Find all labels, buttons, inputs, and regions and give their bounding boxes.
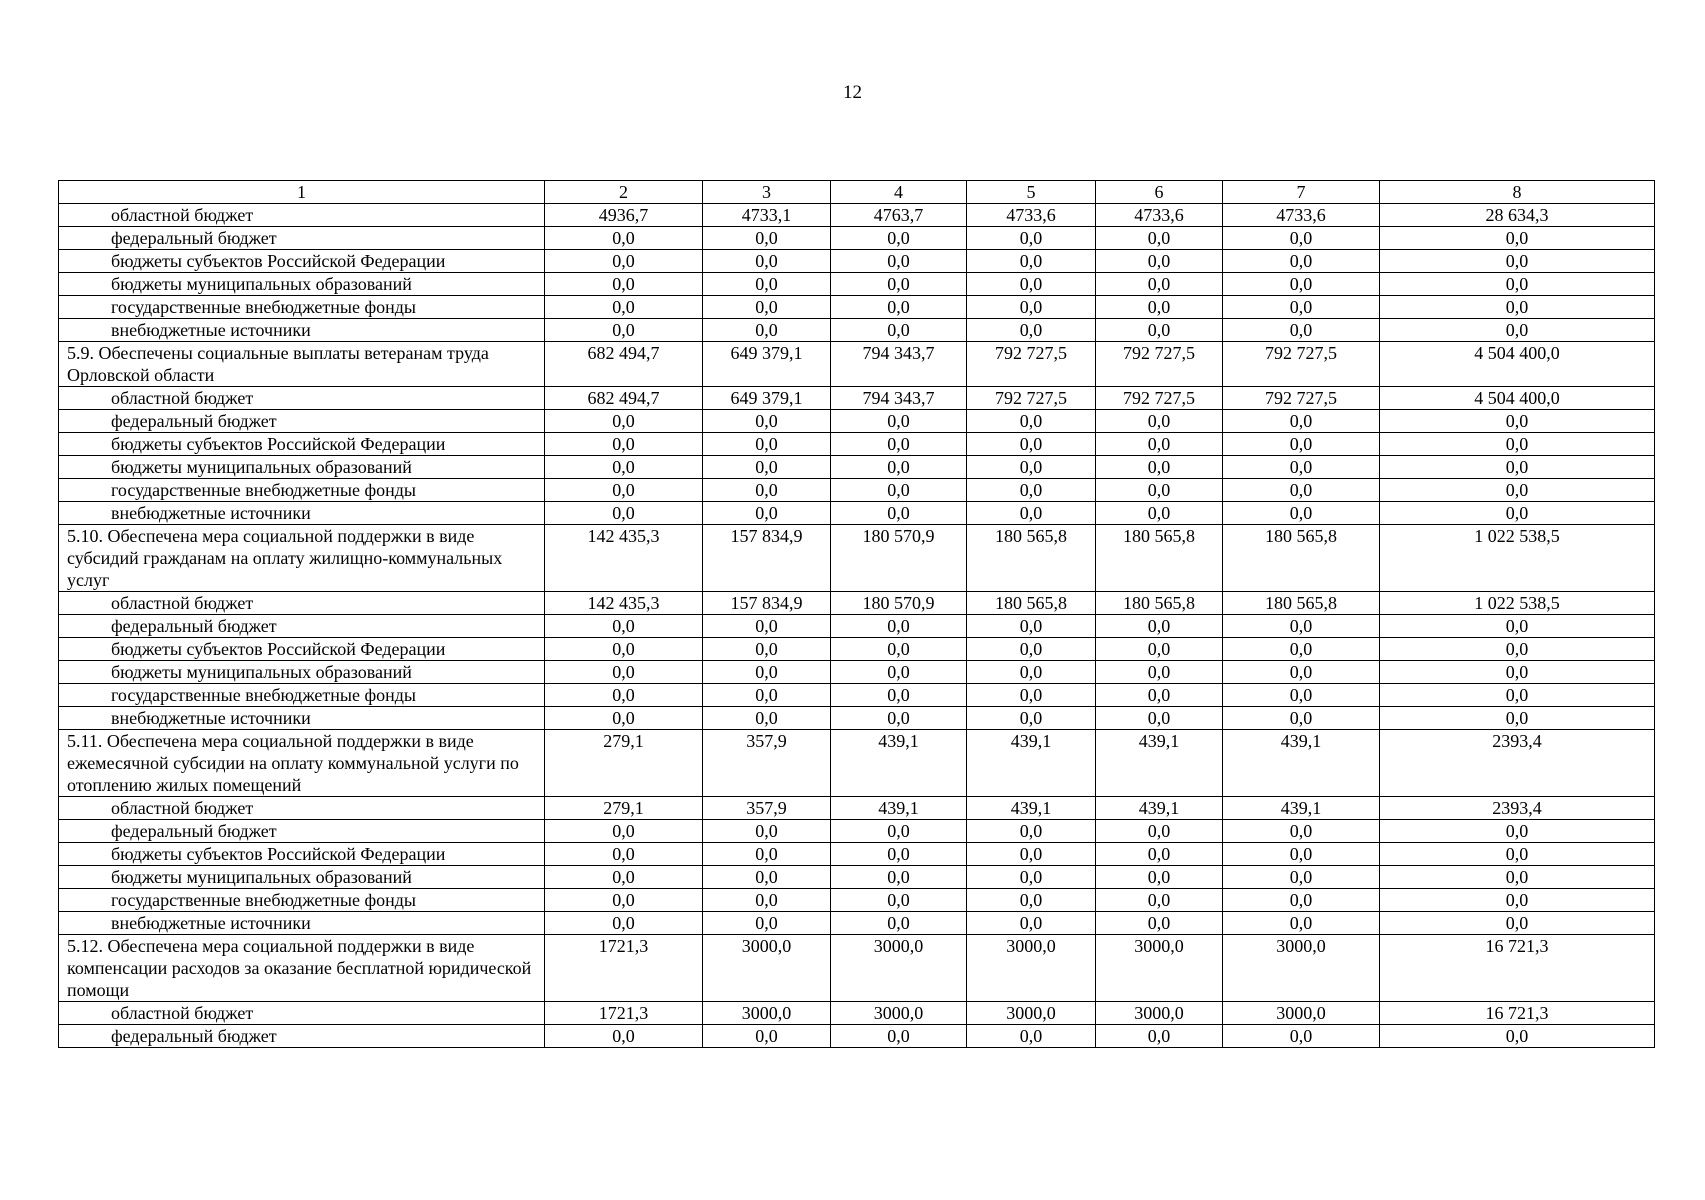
amount-cell: 180 565,8 bbox=[967, 525, 1096, 592]
amount-cell: 0,0 bbox=[831, 273, 967, 296]
amount-cell: 0,0 bbox=[703, 866, 831, 889]
amount-cell: 0,0 bbox=[831, 1025, 967, 1048]
amount-cell: 792 727,5 bbox=[1096, 387, 1223, 410]
amount-cell: 0,0 bbox=[1223, 1025, 1380, 1048]
amount-cell: 439,1 bbox=[1096, 730, 1223, 797]
amount-cell: 0,0 bbox=[1223, 273, 1380, 296]
table-row-measure bbox=[59, 730, 1655, 797]
amount-cell: 0,0 bbox=[1380, 319, 1655, 342]
amount-cell: 0,0 bbox=[545, 319, 703, 342]
amount-cell: 0,0 bbox=[1096, 410, 1223, 433]
amount-cell: 157 834,9 bbox=[703, 525, 831, 592]
page-number: 12 bbox=[843, 82, 862, 103]
amount-cell: 0,0 bbox=[1223, 410, 1380, 433]
amount-cell: 0,0 bbox=[831, 456, 967, 479]
amount-cell: 142 435,3 bbox=[545, 592, 703, 615]
amount-cell: 0,0 bbox=[1380, 502, 1655, 525]
amount-cell: 0,0 bbox=[703, 479, 831, 502]
column-number: 4 bbox=[831, 181, 967, 204]
budget-source-label: областной бюджет bbox=[59, 797, 545, 820]
amount-cell: 3000,0 bbox=[703, 935, 831, 1002]
table-row bbox=[59, 661, 1655, 684]
table-row bbox=[59, 204, 1655, 227]
amount-cell: 0,0 bbox=[1096, 227, 1223, 250]
amount-cell: 0,0 bbox=[545, 684, 703, 707]
amount-cell: 0,0 bbox=[545, 1025, 703, 1048]
amount-cell: 0,0 bbox=[545, 866, 703, 889]
amount-cell: 0,0 bbox=[1380, 661, 1655, 684]
amount-cell: 0,0 bbox=[831, 615, 967, 638]
amount-cell: 180 570,9 bbox=[831, 592, 967, 615]
budget-source-label: областной бюджет bbox=[59, 387, 545, 410]
amount-cell: 682 494,7 bbox=[545, 387, 703, 410]
amount-cell: 4 504 400,0 bbox=[1380, 387, 1655, 410]
table-row bbox=[59, 502, 1655, 525]
amount-cell: 0,0 bbox=[545, 707, 703, 730]
amount-cell: 439,1 bbox=[1223, 730, 1380, 797]
amount-cell: 0,0 bbox=[1380, 1025, 1655, 1048]
amount-cell: 0,0 bbox=[1380, 707, 1655, 730]
budget-source-label: областной бюджет bbox=[59, 1002, 545, 1025]
column-number: 1 bbox=[59, 181, 545, 204]
amount-cell: 0,0 bbox=[967, 227, 1096, 250]
amount-cell: 0,0 bbox=[1223, 843, 1380, 866]
measure-title: 5.11. Обеспечена мера социальной поддержки в виде ежемесячной субсидии на оплату коммунальной услуги по отоплению жилых помещений bbox=[59, 730, 545, 797]
amount-cell: 0,0 bbox=[1380, 456, 1655, 479]
amount-cell: 4 504 400,0 bbox=[1380, 342, 1655, 387]
amount-cell: 0,0 bbox=[967, 479, 1096, 502]
amount-cell: 0,0 bbox=[1096, 707, 1223, 730]
amount-cell: 0,0 bbox=[703, 273, 831, 296]
table-row bbox=[59, 820, 1655, 843]
amount-cell: 0,0 bbox=[1380, 684, 1655, 707]
amount-cell: 0,0 bbox=[967, 433, 1096, 456]
amount-cell: 0,0 bbox=[703, 296, 831, 319]
column-number: 6 bbox=[1096, 181, 1223, 204]
budget-source-label: областной бюджет bbox=[59, 592, 545, 615]
amount-cell: 1721,3 bbox=[545, 1002, 703, 1025]
amount-cell: 0,0 bbox=[967, 866, 1096, 889]
amount-cell: 0,0 bbox=[545, 433, 703, 456]
amount-cell: 0,0 bbox=[545, 273, 703, 296]
budget-source-label: государственные внебюджетные фонды bbox=[59, 296, 545, 319]
amount-cell: 0,0 bbox=[703, 684, 831, 707]
amount-cell: 0,0 bbox=[831, 866, 967, 889]
table-row bbox=[59, 227, 1655, 250]
table-row-measure bbox=[59, 525, 1655, 592]
budget-source-label: внебюджетные источники bbox=[59, 912, 545, 935]
budget-source-label: бюджеты муниципальных образований bbox=[59, 661, 545, 684]
amount-cell: 0,0 bbox=[703, 319, 831, 342]
amount-cell: 0,0 bbox=[703, 1025, 831, 1048]
amount-cell: 0,0 bbox=[1096, 296, 1223, 319]
budget-source-label: федеральный бюджет bbox=[59, 820, 545, 843]
amount-cell: 0,0 bbox=[1380, 820, 1655, 843]
amount-cell: 0,0 bbox=[831, 684, 967, 707]
amount-cell: 0,0 bbox=[703, 410, 831, 433]
column-number: 8 bbox=[1380, 181, 1655, 204]
amount-cell: 0,0 bbox=[967, 615, 1096, 638]
amount-cell: 0,0 bbox=[1096, 820, 1223, 843]
amount-cell: 0,0 bbox=[1096, 456, 1223, 479]
amount-cell: 792 727,5 bbox=[967, 387, 1096, 410]
amount-cell: 0,0 bbox=[1096, 615, 1223, 638]
amount-cell: 4733,6 bbox=[1223, 204, 1380, 227]
amount-cell: 0,0 bbox=[831, 638, 967, 661]
amount-cell: 0,0 bbox=[967, 456, 1096, 479]
budget-source-label: бюджеты муниципальных образований bbox=[59, 273, 545, 296]
amount-cell: 4936,7 bbox=[545, 204, 703, 227]
amount-cell: 3000,0 bbox=[1223, 935, 1380, 1002]
budget-source-label: бюджеты субъектов Российской Федерации bbox=[59, 250, 545, 273]
budget-source-label: федеральный бюджет bbox=[59, 410, 545, 433]
table-row bbox=[59, 866, 1655, 889]
amount-cell: 439,1 bbox=[967, 797, 1096, 820]
amount-cell: 0,0 bbox=[1380, 296, 1655, 319]
amount-cell: 0,0 bbox=[831, 250, 967, 273]
amount-cell: 180 565,8 bbox=[1096, 525, 1223, 592]
amount-cell: 0,0 bbox=[1096, 502, 1223, 525]
amount-cell: 0,0 bbox=[703, 707, 831, 730]
amount-cell: 0,0 bbox=[831, 661, 967, 684]
amount-cell: 0,0 bbox=[545, 456, 703, 479]
amount-cell: 0,0 bbox=[1223, 319, 1380, 342]
amount-cell: 0,0 bbox=[1380, 250, 1655, 273]
amount-cell: 0,0 bbox=[545, 820, 703, 843]
table-row bbox=[59, 319, 1655, 342]
amount-cell: 0,0 bbox=[1223, 433, 1380, 456]
amount-cell: 4733,1 bbox=[703, 204, 831, 227]
amount-cell: 0,0 bbox=[967, 843, 1096, 866]
table-row-measure bbox=[59, 935, 1655, 1002]
amount-cell: 0,0 bbox=[967, 319, 1096, 342]
amount-cell: 3000,0 bbox=[1096, 1002, 1223, 1025]
amount-cell: 439,1 bbox=[831, 730, 967, 797]
amount-cell: 0,0 bbox=[1096, 479, 1223, 502]
amount-cell: 0,0 bbox=[1096, 661, 1223, 684]
amount-cell: 3000,0 bbox=[967, 935, 1096, 1002]
table-row bbox=[59, 638, 1655, 661]
amount-cell: 0,0 bbox=[703, 820, 831, 843]
amount-cell: 0,0 bbox=[703, 889, 831, 912]
amount-cell: 180 565,8 bbox=[1223, 592, 1380, 615]
table-row-measure bbox=[59, 342, 1655, 387]
amount-cell: 0,0 bbox=[703, 456, 831, 479]
amount-cell: 0,0 bbox=[1223, 227, 1380, 250]
table-row bbox=[59, 684, 1655, 707]
amount-cell: 792 727,5 bbox=[1223, 387, 1380, 410]
budget-source-label: бюджеты субъектов Российской Федерации bbox=[59, 638, 545, 661]
amount-cell: 0,0 bbox=[967, 707, 1096, 730]
budget-source-label: внебюджетные источники bbox=[59, 319, 545, 342]
amount-cell: 0,0 bbox=[703, 661, 831, 684]
amount-cell: 0,0 bbox=[1380, 615, 1655, 638]
table-row bbox=[59, 843, 1655, 866]
amount-cell: 0,0 bbox=[1223, 661, 1380, 684]
amount-cell: 4733,6 bbox=[967, 204, 1096, 227]
amount-cell: 1 022 538,5 bbox=[1380, 525, 1655, 592]
amount-cell: 0,0 bbox=[831, 227, 967, 250]
column-number: 5 bbox=[967, 181, 1096, 204]
amount-cell: 0,0 bbox=[1380, 866, 1655, 889]
amount-cell: 0,0 bbox=[967, 889, 1096, 912]
amount-cell: 142 435,3 bbox=[545, 525, 703, 592]
amount-cell: 0,0 bbox=[831, 296, 967, 319]
amount-cell: 16 721,3 bbox=[1380, 1002, 1655, 1025]
amount-cell: 0,0 bbox=[1223, 250, 1380, 273]
amount-cell: 1 022 538,5 bbox=[1380, 592, 1655, 615]
amount-cell: 0,0 bbox=[703, 502, 831, 525]
amount-cell: 0,0 bbox=[545, 250, 703, 273]
amount-cell: 0,0 bbox=[545, 615, 703, 638]
amount-cell: 0,0 bbox=[1380, 638, 1655, 661]
amount-cell: 0,0 bbox=[967, 684, 1096, 707]
measure-title: 5.10. Обеспечена мера социальной поддержки в виде субсидий гражданам на оплату жилищно-коммунальных услуг bbox=[59, 525, 545, 592]
amount-cell: 2393,4 bbox=[1380, 797, 1655, 820]
amount-cell: 0,0 bbox=[1223, 912, 1380, 935]
amount-cell: 0,0 bbox=[967, 502, 1096, 525]
amount-cell: 0,0 bbox=[1380, 433, 1655, 456]
budget-source-label: бюджеты субъектов Российской Федерации bbox=[59, 843, 545, 866]
budget-source-label: внебюджетные источники bbox=[59, 502, 545, 525]
amount-cell: 0,0 bbox=[545, 502, 703, 525]
amount-cell: 0,0 bbox=[1096, 1025, 1223, 1048]
amount-cell: 0,0 bbox=[1096, 638, 1223, 661]
table-row bbox=[59, 707, 1655, 730]
amount-cell: 0,0 bbox=[1096, 866, 1223, 889]
budget-source-label: федеральный бюджет bbox=[59, 227, 545, 250]
amount-cell: 180 565,8 bbox=[967, 592, 1096, 615]
amount-cell: 0,0 bbox=[1223, 456, 1380, 479]
amount-cell: 3000,0 bbox=[1096, 935, 1223, 1002]
table-row bbox=[59, 1025, 1655, 1048]
measure-title: 5.12. Обеспечена мера социальной поддержки в виде компенсации расходов за оказание бесплатной юридической помощи bbox=[59, 935, 545, 1002]
amount-cell: 794 343,7 bbox=[831, 342, 967, 387]
table-row bbox=[59, 273, 1655, 296]
budget-source-label: федеральный бюджет bbox=[59, 1025, 545, 1048]
amount-cell: 0,0 bbox=[831, 502, 967, 525]
amount-cell: 16 721,3 bbox=[1380, 935, 1655, 1002]
amount-cell: 0,0 bbox=[1096, 273, 1223, 296]
amount-cell: 0,0 bbox=[1096, 433, 1223, 456]
amount-cell: 0,0 bbox=[1096, 250, 1223, 273]
amount-cell: 0,0 bbox=[1096, 889, 1223, 912]
amount-cell: 792 727,5 bbox=[1223, 342, 1380, 387]
amount-cell: 0,0 bbox=[831, 820, 967, 843]
amount-cell: 3000,0 bbox=[831, 935, 967, 1002]
amount-cell: 0,0 bbox=[1223, 707, 1380, 730]
amount-cell: 157 834,9 bbox=[703, 592, 831, 615]
amount-cell: 792 727,5 bbox=[967, 342, 1096, 387]
amount-cell: 0,0 bbox=[967, 250, 1096, 273]
table-row bbox=[59, 410, 1655, 433]
amount-cell: 0,0 bbox=[1223, 866, 1380, 889]
amount-cell: 180 565,8 bbox=[1223, 525, 1380, 592]
amount-cell: 0,0 bbox=[1380, 410, 1655, 433]
amount-cell: 0,0 bbox=[831, 707, 967, 730]
amount-cell: 439,1 bbox=[1223, 797, 1380, 820]
amount-cell: 0,0 bbox=[967, 912, 1096, 935]
amount-cell: 0,0 bbox=[1380, 479, 1655, 502]
budget-source-label: бюджеты муниципальных образований bbox=[59, 456, 545, 479]
amount-cell: 0,0 bbox=[703, 433, 831, 456]
amount-cell: 279,1 bbox=[545, 797, 703, 820]
amount-cell: 0,0 bbox=[831, 912, 967, 935]
table-body bbox=[59, 181, 1655, 1048]
budget-source-label: областной бюджет bbox=[59, 204, 545, 227]
budget-source-label: государственные внебюджетные фонды bbox=[59, 889, 545, 912]
table-row bbox=[59, 1002, 1655, 1025]
amount-cell: 4733,6 bbox=[1096, 204, 1223, 227]
amount-cell: 0,0 bbox=[967, 296, 1096, 319]
amount-cell: 0,0 bbox=[703, 912, 831, 935]
table-row bbox=[59, 387, 1655, 410]
budget-source-label: бюджеты субъектов Российской Федерации bbox=[59, 433, 545, 456]
amount-cell: 0,0 bbox=[1223, 889, 1380, 912]
column-number: 7 bbox=[1223, 181, 1380, 204]
amount-cell: 0,0 bbox=[1380, 273, 1655, 296]
amount-cell: 0,0 bbox=[967, 661, 1096, 684]
amount-cell: 357,9 bbox=[703, 730, 831, 797]
budget-source-label: государственные внебюджетные фонды bbox=[59, 479, 545, 502]
amount-cell: 0,0 bbox=[545, 843, 703, 866]
amount-cell: 0,0 bbox=[1223, 684, 1380, 707]
amount-cell: 2393,4 bbox=[1380, 730, 1655, 797]
table-row bbox=[59, 889, 1655, 912]
amount-cell: 0,0 bbox=[967, 820, 1096, 843]
amount-cell: 357,9 bbox=[703, 797, 831, 820]
amount-cell: 0,0 bbox=[545, 479, 703, 502]
table-row bbox=[59, 479, 1655, 502]
amount-cell: 0,0 bbox=[703, 227, 831, 250]
amount-cell: 649 379,1 bbox=[703, 342, 831, 387]
amount-cell: 279,1 bbox=[545, 730, 703, 797]
amount-cell: 0,0 bbox=[1223, 615, 1380, 638]
amount-cell: 0,0 bbox=[831, 433, 967, 456]
amount-cell: 3000,0 bbox=[703, 1002, 831, 1025]
amount-cell: 0,0 bbox=[831, 319, 967, 342]
amount-cell: 649 379,1 bbox=[703, 387, 831, 410]
amount-cell: 682 494,7 bbox=[545, 342, 703, 387]
amount-cell: 0,0 bbox=[545, 661, 703, 684]
amount-cell: 0,0 bbox=[703, 615, 831, 638]
measure-title: 5.9. Обеспечены социальные выплаты ветеранам труда Орловской области bbox=[59, 342, 545, 387]
table-row bbox=[59, 797, 1655, 820]
amount-cell: 4763,7 bbox=[831, 204, 967, 227]
column-number-row bbox=[59, 181, 1655, 204]
budget-source-label: государственные внебюджетные фонды bbox=[59, 684, 545, 707]
amount-cell: 0,0 bbox=[1223, 502, 1380, 525]
column-number: 3 bbox=[703, 181, 831, 204]
amount-cell: 0,0 bbox=[1380, 912, 1655, 935]
amount-cell: 794 343,7 bbox=[831, 387, 967, 410]
amount-cell: 439,1 bbox=[831, 797, 967, 820]
amount-cell: 0,0 bbox=[1380, 227, 1655, 250]
amount-cell: 0,0 bbox=[1223, 638, 1380, 661]
table-row bbox=[59, 592, 1655, 615]
budget-source-label: внебюджетные источники bbox=[59, 707, 545, 730]
amount-cell: 0,0 bbox=[831, 479, 967, 502]
column-number: 2 bbox=[545, 181, 703, 204]
amount-cell: 439,1 bbox=[967, 730, 1096, 797]
amount-cell: 0,0 bbox=[1380, 843, 1655, 866]
amount-cell: 3000,0 bbox=[1223, 1002, 1380, 1025]
amount-cell: 3000,0 bbox=[831, 1002, 967, 1025]
amount-cell: 0,0 bbox=[703, 638, 831, 661]
amount-cell: 0,0 bbox=[1096, 843, 1223, 866]
amount-cell: 0,0 bbox=[967, 638, 1096, 661]
amount-cell: 792 727,5 bbox=[1096, 342, 1223, 387]
amount-cell: 0,0 bbox=[831, 410, 967, 433]
budget-source-label: бюджеты муниципальных образований bbox=[59, 866, 545, 889]
amount-cell: 180 570,9 bbox=[831, 525, 967, 592]
amount-cell: 0,0 bbox=[1223, 479, 1380, 502]
table-row bbox=[59, 456, 1655, 479]
amount-cell: 0,0 bbox=[831, 843, 967, 866]
amount-cell: 0,0 bbox=[703, 843, 831, 866]
amount-cell: 0,0 bbox=[545, 227, 703, 250]
amount-cell: 180 565,8 bbox=[1096, 592, 1223, 615]
amount-cell: 439,1 bbox=[1096, 797, 1223, 820]
budget-table bbox=[58, 180, 1655, 1048]
amount-cell: 0,0 bbox=[545, 296, 703, 319]
table-row bbox=[59, 912, 1655, 935]
amount-cell: 28 634,3 bbox=[1380, 204, 1655, 227]
amount-cell: 0,0 bbox=[1096, 684, 1223, 707]
amount-cell: 0,0 bbox=[967, 410, 1096, 433]
amount-cell: 0,0 bbox=[1380, 889, 1655, 912]
amount-cell: 0,0 bbox=[545, 912, 703, 935]
amount-cell: 3000,0 bbox=[967, 1002, 1096, 1025]
amount-cell: 0,0 bbox=[1223, 820, 1380, 843]
budget-source-label: федеральный бюджет bbox=[59, 615, 545, 638]
amount-cell: 0,0 bbox=[545, 638, 703, 661]
amount-cell: 0,0 bbox=[967, 273, 1096, 296]
table-row bbox=[59, 433, 1655, 456]
amount-cell: 0,0 bbox=[1096, 319, 1223, 342]
amount-cell: 0,0 bbox=[545, 410, 703, 433]
table-row bbox=[59, 250, 1655, 273]
table-row bbox=[59, 615, 1655, 638]
amount-cell: 1721,3 bbox=[545, 935, 703, 1002]
amount-cell: 0,0 bbox=[967, 1025, 1096, 1048]
amount-cell: 0,0 bbox=[831, 889, 967, 912]
amount-cell: 0,0 bbox=[703, 250, 831, 273]
table-row bbox=[59, 296, 1655, 319]
amount-cell: 0,0 bbox=[1096, 912, 1223, 935]
amount-cell: 0,0 bbox=[545, 889, 703, 912]
amount-cell: 0,0 bbox=[1223, 296, 1380, 319]
